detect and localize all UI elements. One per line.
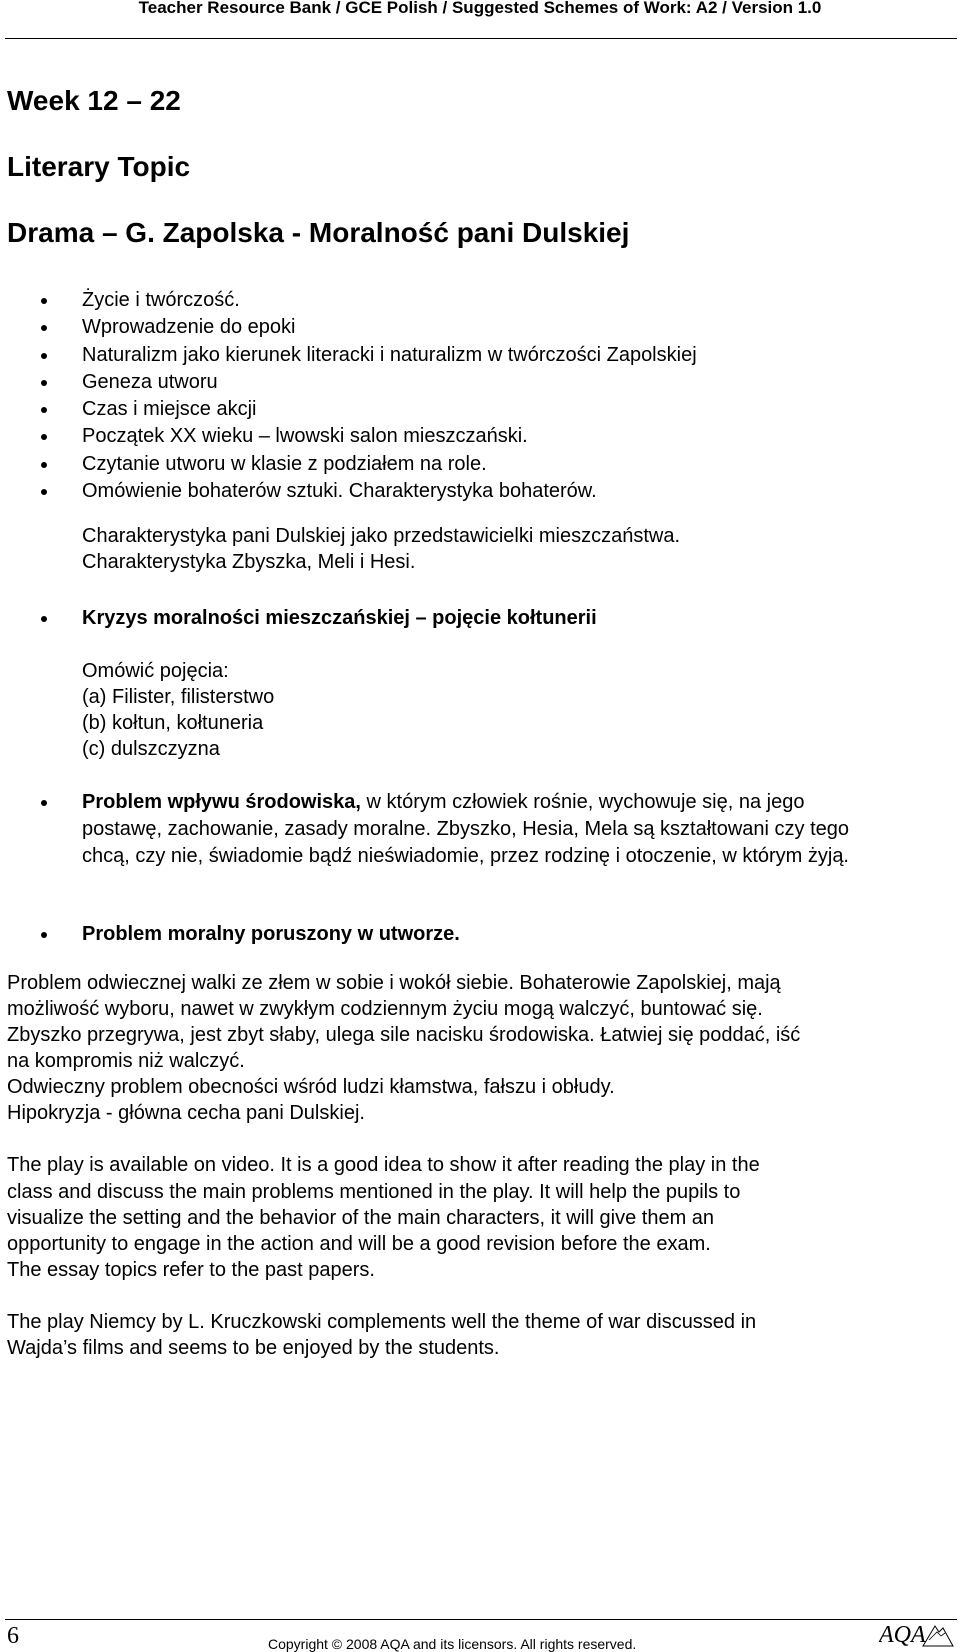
list-item: Życie i twórczość. bbox=[0, 287, 697, 314]
environment-text: w którym człowiek rośnie, wychowuje się, na jego postawę, zachowanie, zasady moralne. Zbyszko, Hesia, Mela są kształtowani czy tego chcą, czy nie, świadomie bądź nieświadomie, przez rodzinę i otoczenie, w którym żyją. bbox=[82, 791, 850, 867]
list-item: Wprowadzenie do epoki bbox=[0, 314, 697, 341]
concept-item: (a) Filister, filisterstwo bbox=[82, 686, 275, 708]
bullet-dot bbox=[41, 616, 47, 622]
list-item: Początek XX wieku – lwowski salon mieszczański. bbox=[0, 423, 697, 450]
paragraph-line: Odwieczny problem obecności wśród ludzi kłamstwa, fałszu i obłudy. bbox=[7, 1076, 615, 1098]
moral-problem-heading: Problem moralny poruszony w utworze. bbox=[82, 923, 460, 945]
concept-item: (c) dulszczyzna bbox=[82, 738, 220, 760]
topic-heading: Literary Topic bbox=[7, 151, 191, 182]
page-number: 6 bbox=[7, 1623, 19, 1649]
topics-bullet-list bbox=[0, 287, 697, 505]
aqa-logo-text: AQA bbox=[879, 1622, 926, 1648]
bullet-dot bbox=[41, 932, 47, 938]
paragraph-line: The play Niemcy by L. Kruczkowski complements well the theme of war discussed in bbox=[7, 1311, 757, 1333]
paragraph-line: visualize the setting and the behavior of the main characters, it will give them an bbox=[7, 1207, 715, 1229]
paragraph-line: Wajda’s films and seems to be enjoyed by the students. bbox=[7, 1337, 500, 1359]
list-item: Geneza utworu bbox=[0, 369, 697, 396]
list-item: Czas i miejsce akcji bbox=[0, 396, 697, 423]
paragraph-line: na kompromis niż walczyć. bbox=[7, 1050, 245, 1072]
character-line-dulska: Charakterystyka pani Dulskiej jako przedstawicielki mieszczaństwa. bbox=[82, 525, 680, 547]
week-heading: Week 12 – 22 bbox=[7, 85, 181, 116]
copyright-notice: Copyright © 2008 AQA and its licensors. All rights reserved. bbox=[268, 1636, 637, 1652]
crisis-heading: Kryzys moralności mieszczańskiej – pojęcie kołtunerii bbox=[82, 607, 597, 629]
list-item: Czytanie utworu w klasie z podziałem na role. bbox=[0, 451, 697, 478]
character-line-children: Charakterystyka Zbyszka, Meli i Hesi. bbox=[82, 551, 416, 573]
paragraph-line: The play is available on video. It is a good idea to show it after reading the play in the bbox=[7, 1154, 760, 1176]
environment-bold: Problem wpływu środowiska, bbox=[82, 791, 361, 813]
paragraph-line: The essay topics refer to the past papers. bbox=[7, 1259, 375, 1281]
concepts-intro: Omówić pojęcia: bbox=[82, 660, 229, 682]
paragraph-line: Problem odwiecznej walki ze złem w sobie i wokół siebie. Bohaterowie Zapolskiej, mają bbox=[7, 972, 781, 994]
environment-paragraph bbox=[82, 789, 862, 870]
aqa-logo bbox=[879, 1620, 955, 1648]
paragraph-line: Hipokryzja - główna cecha pani Dulskiej. bbox=[7, 1102, 365, 1124]
bullet-dot bbox=[41, 800, 47, 806]
list-item: Naturalizm jako kierunek literacki i naturalizm w twórczości Zapolskiej bbox=[0, 342, 697, 369]
paragraph-line: możliwość wyboru, nawet w zwykłym codziennym życiu mogą walczyć, buntować się. bbox=[7, 998, 763, 1020]
header-divider bbox=[5, 38, 957, 39]
paragraph-line: opportunity to engage in the action and will be a good revision before the exam. bbox=[7, 1233, 711, 1255]
concept-item: (b) kołtun, kołtuneria bbox=[82, 712, 264, 734]
running-header: Teacher Resource Bank / GCE Polish / Suggested Schemes of Work: A2 / Version 1.0 bbox=[138, 0, 822, 17]
footer-divider bbox=[5, 1619, 957, 1620]
paragraph-line: class and discuss the main problems mentioned in the play. It will help the pupils to bbox=[7, 1181, 741, 1203]
paragraph-line: Zbyszko przegrywa, jest zbyt słaby, ulega sile nacisku środowiska. Łatwiej się poddać, iść bbox=[7, 1024, 801, 1046]
drama-heading: Drama – G. Zapolska - Moralność pani Dulskiej bbox=[7, 217, 630, 248]
list-item: Omówienie bohaterów sztuki. Charakterystyka bohaterów. bbox=[0, 478, 697, 505]
